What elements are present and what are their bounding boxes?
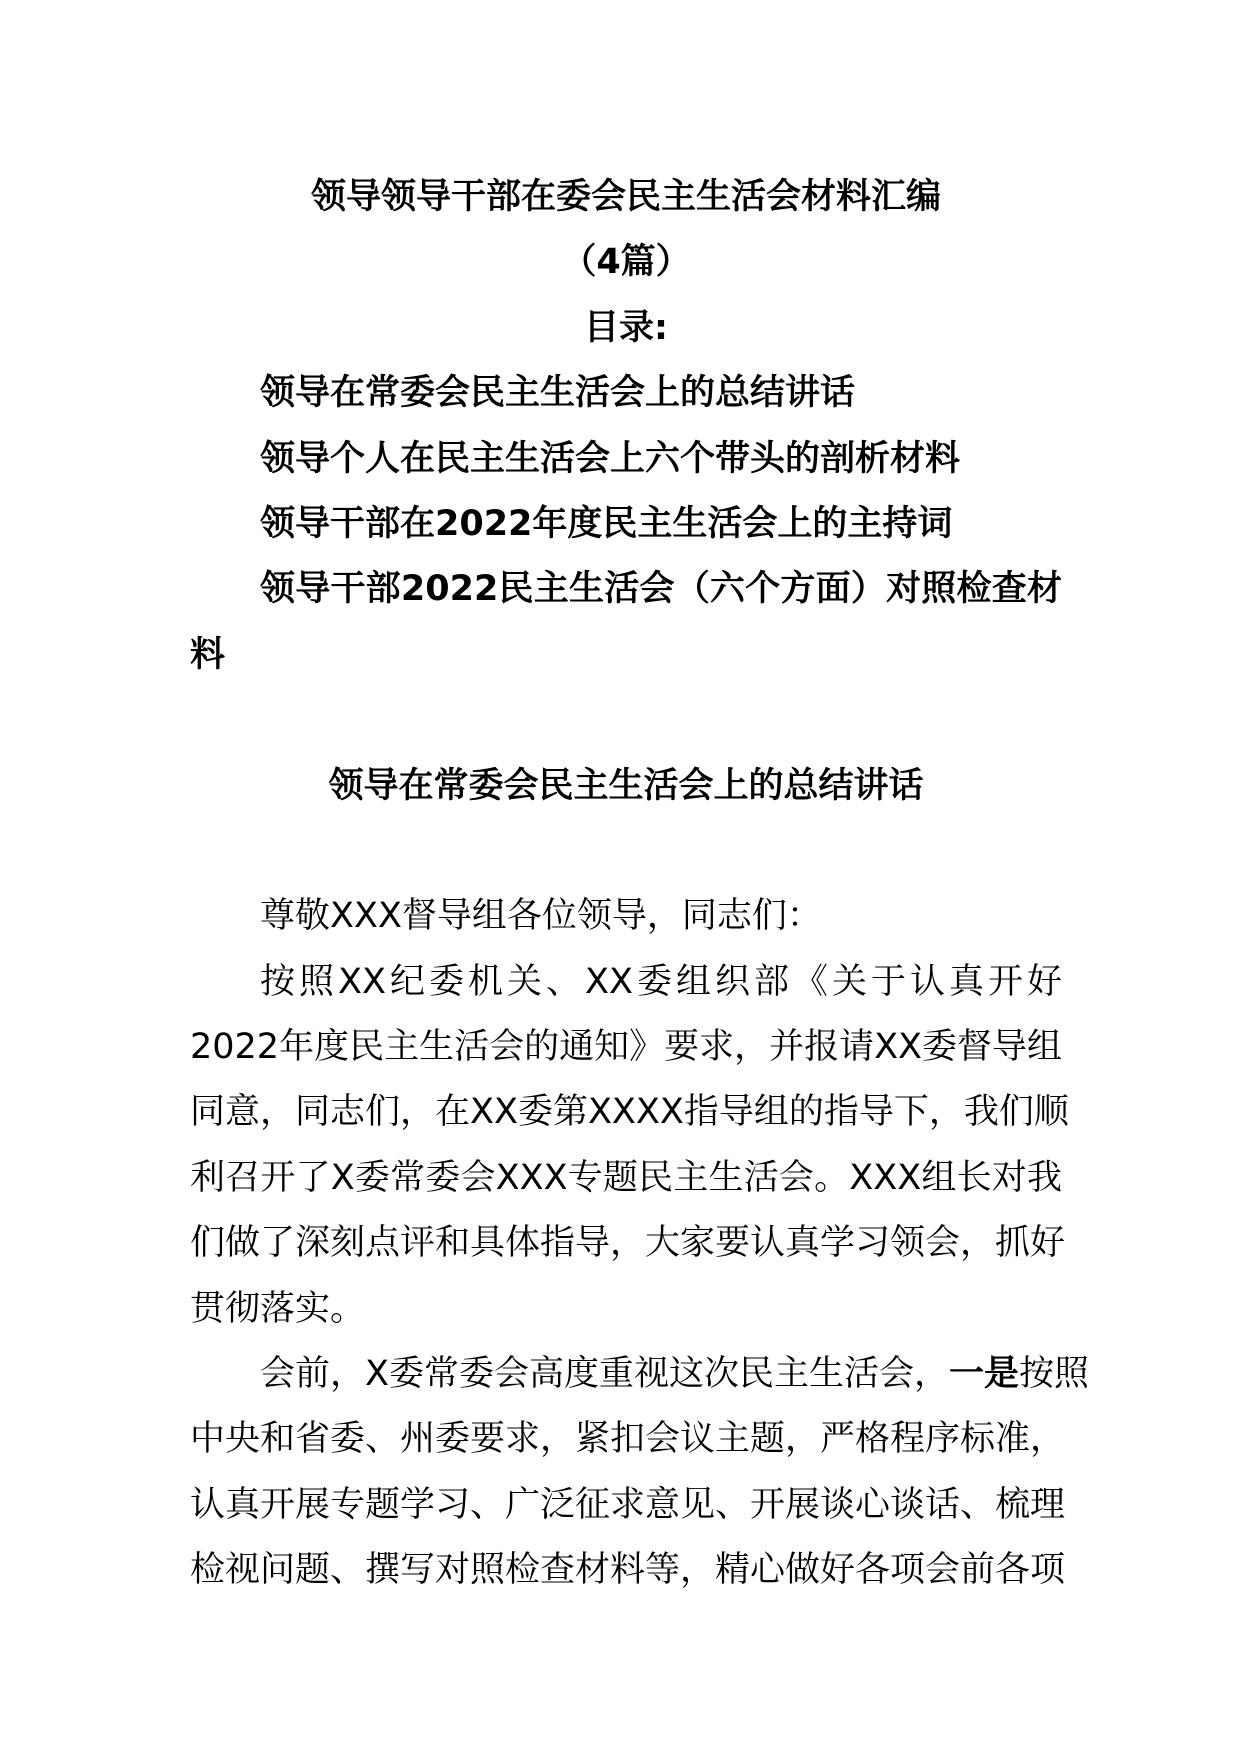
text-segment: 会前，X委常委会高度重视这次民主生活会， [260,1354,949,1395]
paragraph-line: 中央和省委、州委要求，紧扣会议主题，严格程序标准， [190,1419,1066,1460]
document-page [190,165,1090,1604]
paragraph-line [190,1342,1090,1407]
paragraph-line: 认真开展专题学习、广泛征求意见、开展谈心谈话、梳理 [190,1484,1066,1525]
section-heading: 领导在常委会民主生活会上的总结讲话 [328,765,924,806]
toc-item: 领导干部2022民主生活会（六个方面）对照检查材 [260,569,1062,610]
toc-item: 领导在常委会民主生活会上的总结讲话 [260,373,856,414]
paragraph-line: 2022年度民主生活会的通知》要求，并报请XX委督导组 [190,1027,1063,1068]
toc-label: 目录: [584,307,668,348]
toc-item: 领导干部在2022年度民主生活会上的主持词 [260,503,953,544]
text-segment: 按照 [1019,1354,1090,1395]
paragraph-line: 贯彻落实。 [190,1288,366,1329]
document-title: 领导领导干部在委会民主生活会材料汇编 [310,177,941,217]
document-subtitle: （4篇） [561,242,691,283]
toc-item: 领导个人在民主生活会上六个带头的剖析材料 [260,438,961,479]
paragraph-line: 检视问题、撰写对照检查材料等，精心做好各项会前各项 [190,1550,1066,1591]
paragraph-line: 们做了深刻点评和具体指导，大家要认真学习领会，抓好 [190,1223,1066,1264]
toc-item-continuation: 料 [190,634,226,675]
bold-segment: 一是 [948,1354,1019,1395]
salutation: 尊敬XXX督导组各位领导，同志们： [260,896,822,937]
paragraph-line: 利召开了X委常委会XXX专题民主生活会。XXX组长对我 [190,1157,1062,1198]
paragraph-line: 按照XX纪委机关、XX委组织部《关于认真开好 [260,961,1062,1002]
paragraph-line: 同意，同志们，在XX委第XXXX指导组的指导下，我们顺 [190,1092,1069,1133]
